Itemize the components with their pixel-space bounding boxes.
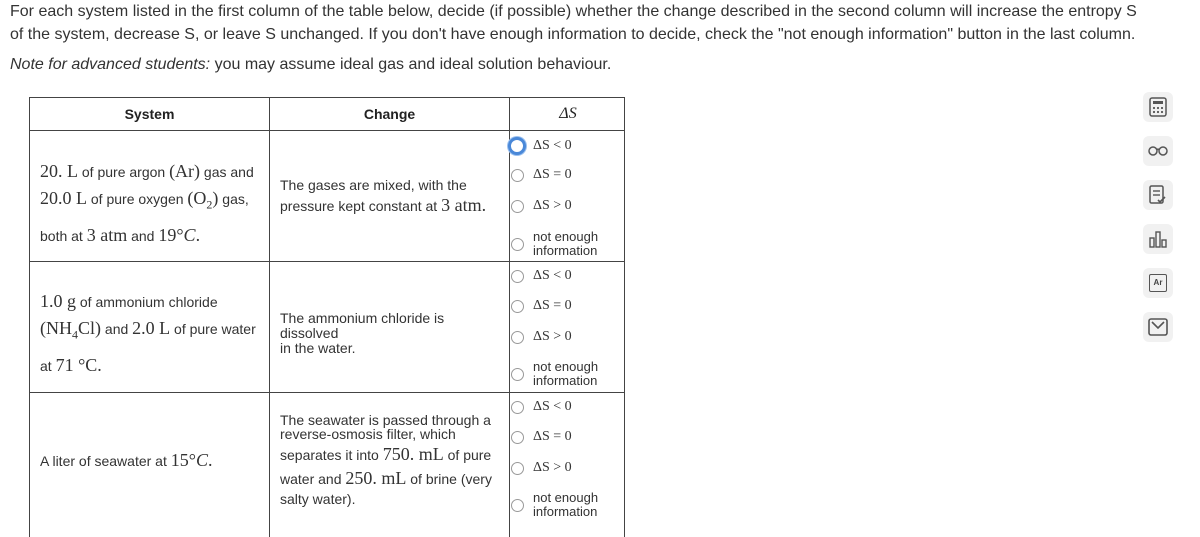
glasses-icon <box>1148 145 1168 157</box>
checklist-icon <box>1149 185 1167 205</box>
radio-button[interactable] <box>511 238 524 251</box>
row1-option-decrease[interactable]: ΔS < 0 <box>511 134 631 158</box>
radio-button[interactable] <box>508 137 526 155</box>
radio-button[interactable] <box>511 462 524 475</box>
radio-button[interactable] <box>511 401 524 414</box>
brine-volume: 250. mL <box>345 468 407 488</box>
periodic-table-button[interactable] <box>1143 268 1173 298</box>
advanced-note <box>10 56 611 74</box>
header-change: Change <box>363 106 416 122</box>
row-divider <box>30 261 624 262</box>
expand-icon <box>1148 318 1168 336</box>
radio-button[interactable] <box>511 331 524 344</box>
row3-system: A liter of seawater at 15°C. <box>40 450 213 470</box>
entropy-table <box>29 97 625 537</box>
row2-system: 1.0 g of ammonium chloride $(NH_4Cl)$ and 2.0 L of pure water at 71 °C. <box>40 291 256 375</box>
row-divider <box>30 130 624 131</box>
row2-option-decrease[interactable]: ΔS < 0 <box>511 264 631 288</box>
row1-option-unchanged[interactable]: ΔS = 0 <box>511 163 631 187</box>
column-divider <box>269 98 270 537</box>
row3-option-increase[interactable]: ΔS > 0 <box>511 456 631 480</box>
note-text: you may assume ideal gas and ideal solution behaviour. <box>210 56 612 73</box>
radio-button[interactable] <box>511 300 524 313</box>
radio-button[interactable] <box>511 499 524 512</box>
glasses-button[interactable] <box>1143 136 1173 166</box>
expand-button[interactable] <box>1143 312 1173 342</box>
row2-option-not-enough-info[interactable]: not enough information <box>511 359 631 389</box>
note-label: Note for advanced students: <box>10 56 211 73</box>
row1-option-increase[interactable]: ΔS > 0 <box>511 194 631 218</box>
instructions-line-2: of the system, decrease S, or leave S unchanged. If you don't have enough information to decide, check the "not enough information" button in the last column. <box>10 26 1136 43</box>
ammonium-chloride-mass: 1.0 g <box>40 291 76 311</box>
ammonium-chloride-formula: $(NH_4Cl)$ <box>40 318 102 342</box>
row-divider <box>30 392 624 393</box>
radio-button[interactable] <box>511 169 524 182</box>
oxygen-formula: $(O_2)$ <box>187 188 219 212</box>
temperature-value: 71 °C <box>55 354 98 375</box>
row3-option-unchanged[interactable]: ΔS = 0 <box>511 425 631 449</box>
oxygen-volume: 20.0 L <box>40 188 87 208</box>
seawater-temperature: 15° <box>170 450 196 470</box>
tools-sidebar <box>1143 92 1175 356</box>
instructions-line-1: For each system listed in the first column of the table below, decide (if possible) whether the change described in the second column will increase the entropy S <box>10 3 1137 20</box>
radio-button[interactable] <box>511 270 524 283</box>
row1-system: 20. L of pure argon (Ar) gas and 20.0 L of pure oxygen $(O_2)$ gas, both at 3 atm and 19°C. <box>40 161 254 245</box>
row3-change: The seawater is passed through a reverse-osmosis filter, which separates it into 750. mL of pure water and 250. mL of brine (very salty water). <box>280 412 492 507</box>
radio-button[interactable] <box>511 368 524 381</box>
argon-formula: (Ar) <box>169 161 201 181</box>
calculator-icon <box>1149 97 1167 117</box>
checklist-button[interactable] <box>1143 180 1173 210</box>
periodic-table-icon: Ar <box>1149 274 1167 292</box>
row2-option-unchanged[interactable]: ΔS = 0 <box>511 294 631 318</box>
chart-icon <box>1148 230 1168 248</box>
row3-option-not-enough-info[interactable]: not enough information <box>511 490 631 520</box>
radio-button[interactable] <box>511 200 524 213</box>
column-divider <box>509 98 510 537</box>
pure-water-volume: 750. mL <box>382 444 444 464</box>
radio-button[interactable] <box>511 431 524 444</box>
instructions <box>10 0 1140 46</box>
pressure-value: 3 atm <box>86 224 128 245</box>
calculator-button[interactable] <box>1143 92 1173 122</box>
chart-button[interactable] <box>1143 224 1173 254</box>
row1-change: The gases are mixed, with the pressure kept constant at 3 atm. <box>280 177 487 215</box>
constant-pressure: 3 atm <box>441 195 482 215</box>
header-system: System <box>124 106 175 122</box>
row2-change: The ammonium chloride is dissolved in the water. <box>280 310 445 356</box>
row3-option-decrease[interactable]: ΔS < 0 <box>511 395 631 419</box>
row2-option-increase[interactable]: ΔS > 0 <box>511 325 631 349</box>
argon-volume: 20. L <box>40 161 78 181</box>
temperature-value: 19° <box>158 224 184 245</box>
row1-option-not-enough-info[interactable]: not enough information <box>511 229 631 259</box>
water-volume: 2.0 L <box>132 318 171 338</box>
header-delta-s: ΔS <box>559 105 577 122</box>
